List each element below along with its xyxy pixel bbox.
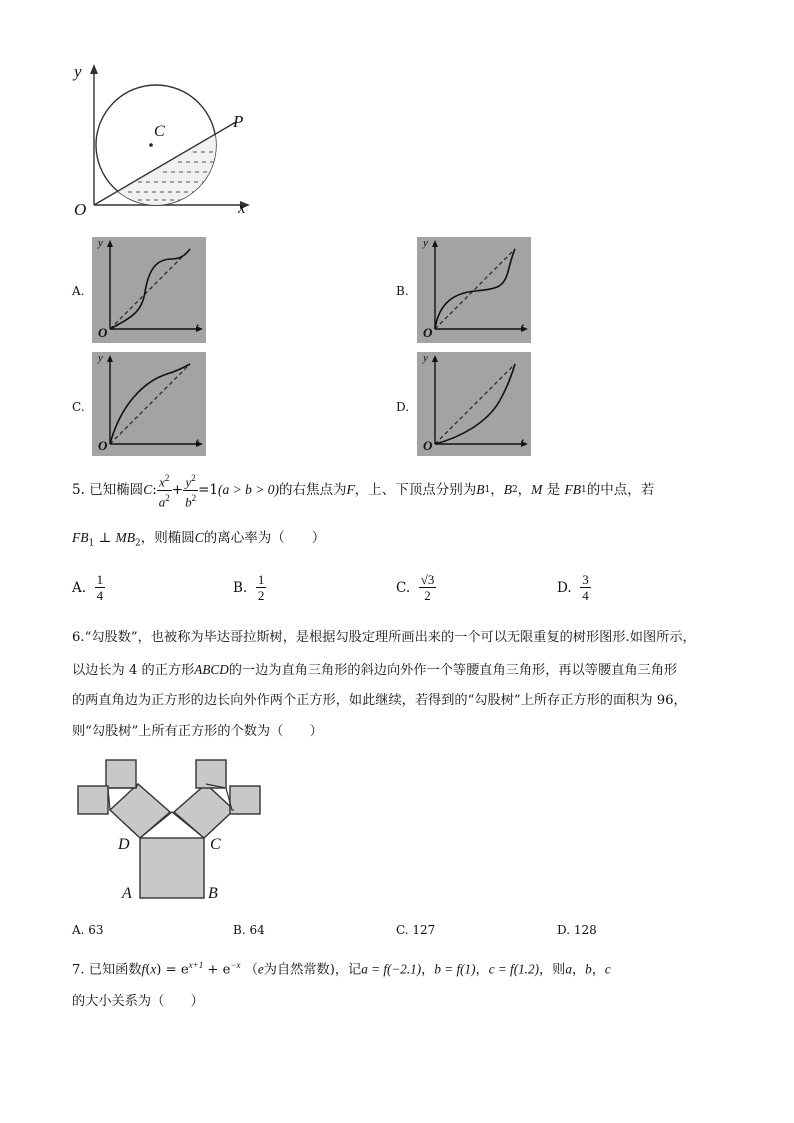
- question-7-line-2: 的大小关系为（ ）: [72, 994, 204, 1009]
- q5-x-sup: 2: [164, 473, 170, 484]
- q5-option-a-frac: [95, 572, 106, 603]
- graph-a-t-label: t: [196, 321, 200, 333]
- q5-line2-mb2: MB: [115, 530, 136, 545]
- q5-fb1: FB: [564, 482, 582, 497]
- q6-line2-part-c: 的一边为直角三角形的斜边向外作一个等腰直角三角形，再以等腰直角三角形: [228, 663, 678, 678]
- q7-b: b: [585, 961, 592, 977]
- graph-c-y-label: y: [98, 352, 103, 364]
- q5-eq: =1: [198, 482, 218, 498]
- question-6-line-3: 的两直角边为正方形的边长向外作两个正方形，如此继续，若得到的“勾股树”上所存正方形的面积为 96，: [72, 693, 687, 708]
- q5-option-c-num: √3: [420, 572, 435, 587]
- q5-text-4: 是: [546, 482, 561, 498]
- q5-colon: :: [152, 482, 157, 498]
- q7-b-def: b = f(1): [434, 961, 476, 977]
- q7-c-def: c = f(1.2): [488, 961, 539, 977]
- q5-line2-fb1-sub: 1: [88, 538, 95, 549]
- graph-option-c: [92, 352, 206, 456]
- option-letter-b: B.: [396, 284, 409, 298]
- y-axis-label: y: [74, 62, 82, 81]
- q5-frac-y: [183, 471, 198, 509]
- q5-option-b[interactable]: [233, 572, 266, 603]
- origin-label: O: [74, 200, 87, 219]
- q5-b2: B: [503, 482, 512, 497]
- q7-text-3: 为自然常数)，记: [263, 962, 362, 978]
- q5-option-d-letter: D.: [557, 579, 572, 596]
- q7-exp-2: −x: [230, 960, 241, 970]
- tree-label-c: C: [210, 836, 221, 853]
- q5-y-sup: 2: [191, 473, 196, 484]
- q6-option-d[interactable]: D. 128: [557, 923, 597, 937]
- q5-a-sup: 2: [165, 492, 170, 503]
- option-letter-d: D.: [396, 400, 410, 414]
- q5-option-d-den: 4: [582, 588, 589, 603]
- graph-b-y-label: y: [423, 237, 428, 249]
- q5-text-3: ，上、下顶点分别为: [354, 482, 477, 498]
- center-label: C: [154, 123, 165, 140]
- x-axis-label: x: [238, 198, 246, 217]
- q5-option-c-letter: C.: [396, 579, 411, 596]
- q5-text-1: 已知椭圆: [89, 482, 144, 498]
- q7-eq: = e: [165, 962, 189, 978]
- q6-option-a[interactable]: A. 63: [72, 923, 104, 937]
- q7-f: f: [141, 961, 146, 977]
- q5-comma-2: ，: [517, 482, 532, 498]
- q5-b1-sub: 1: [484, 485, 491, 495]
- q5-ellipse-name: C: [143, 482, 153, 497]
- q5-option-d-frac: [580, 572, 591, 603]
- q7-exp-1: x+1: [188, 960, 204, 970]
- graph-c-origin-label: O: [98, 438, 108, 453]
- q5-text-6: ，则椭圆: [140, 530, 195, 546]
- q5-text-7: 的离心率为（ ）: [203, 530, 326, 546]
- tree-label-b: B: [208, 885, 218, 902]
- q5-a-var: a: [158, 493, 166, 509]
- q5-option-b-letter: B.: [233, 579, 248, 596]
- q5-option-d-num: 3: [582, 572, 589, 587]
- q5-option-c-frac: [419, 572, 437, 603]
- q5-m: M: [531, 482, 543, 497]
- graph-option-b: [417, 237, 531, 343]
- q7-e: e: [257, 961, 264, 977]
- graph-a-y-label: y: [98, 237, 103, 249]
- graph-b-origin-label: O: [423, 325, 433, 340]
- tree-label-d: D: [118, 836, 130, 853]
- q5-option-a-letter: A.: [72, 579, 87, 596]
- q5-x-var: x: [159, 474, 165, 490]
- q5-line2-mb2-sub: 2: [135, 538, 141, 549]
- tree-label-a: A: [122, 885, 132, 902]
- q5-fb1-sub: 1: [581, 485, 587, 495]
- point-p-label: P: [233, 112, 244, 131]
- q7-x: x: [150, 961, 157, 977]
- graph-a-origin-label: O: [98, 325, 108, 340]
- question-6-line-2: [72, 660, 677, 681]
- q5-option-b-frac: [256, 572, 267, 603]
- q5-text-5: 的中点，若: [586, 482, 655, 498]
- graph-d-y-label: y: [423, 352, 428, 364]
- q7-text-4: ，则: [538, 962, 566, 978]
- q7-a: a: [565, 961, 572, 977]
- pythagoras-tree-figure: [72, 752, 272, 907]
- q5-option-c-den: 2: [424, 588, 431, 603]
- q5-option-d[interactable]: [557, 572, 591, 603]
- q5-option-a[interactable]: [72, 572, 105, 603]
- circle-line-figure: [68, 60, 258, 220]
- graph-b-t-label: t: [521, 321, 525, 333]
- q5-option-a-num: 1: [96, 572, 104, 587]
- q5-text-2: 的右焦点为: [278, 482, 347, 498]
- q5-option-b-den: 2: [257, 588, 265, 603]
- graph-option-a: [92, 237, 206, 343]
- q6-option-c[interactable]: C. 127: [396, 923, 436, 937]
- q5-comma: ，: [490, 482, 504, 498]
- q6-line2-part-a: 以边长为 4 的正方形: [72, 663, 195, 678]
- graph-d-t-label: t: [521, 436, 525, 448]
- question-5-line-1: 5. 已知椭圆 C : $\frac{x^2}{a^2}$ + $\frac{y^2}{b^2}$ =1 (a > b > 0) 的右焦点为 F ，上、下顶点分别为 B 1 ， B 2 ， M 是 FB 1 的中点，若: [72, 473, 655, 509]
- question-6-line-4: 则“勾股树”上所有正方形的个数为（ ）: [72, 724, 323, 739]
- graph-c-t-label: t: [196, 436, 200, 448]
- q5-perp: ⊥: [94, 530, 116, 546]
- q7-text-2: （: [244, 962, 258, 978]
- q6-option-b[interactable]: B. 64: [233, 923, 265, 937]
- q6-square-name: ABCD: [194, 662, 229, 677]
- q7-c: c: [604, 961, 611, 977]
- q5-ellipse-name-2: C: [194, 530, 204, 545]
- q5-option-b-num: 1: [257, 572, 265, 587]
- question-5-line-2: [72, 528, 325, 554]
- q5-focus: F: [346, 482, 355, 497]
- q5-y-var: y: [185, 474, 192, 490]
- q5-option-c[interactable]: [396, 572, 436, 603]
- option-letter-a: A.: [72, 284, 85, 298]
- q5-number: 5.: [72, 482, 85, 498]
- graph-d-origin-label: O: [423, 438, 433, 453]
- q5-b1: B: [476, 482, 485, 497]
- q7-a-def: a = f(−2.1): [361, 961, 422, 977]
- q5-option-a-den: 4: [96, 588, 104, 603]
- q5-b2-sub: 2: [511, 485, 518, 495]
- q5-line2-fb1: FB: [72, 530, 89, 545]
- q5-frac-x: [157, 471, 172, 509]
- q5-condition: (a > b > 0): [217, 482, 279, 497]
- q7-number: 7.: [72, 962, 85, 978]
- q7-text-1: 已知函数: [88, 962, 142, 978]
- option-letter-c: C.: [72, 400, 85, 414]
- question-7-line-1: 7. 已知函数$f(x) = e^{x+1} + e^{-x}$ （e为自然常数)，记a = f(−2.1)，b = f(1)，c = f(1.2)，则a，b，c: [72, 960, 611, 978]
- q7-plus: + e: [207, 962, 231, 978]
- q5-b-var: b: [185, 493, 192, 509]
- graph-option-d: [417, 352, 531, 456]
- q5-b-sup: 2: [191, 492, 197, 503]
- question-6-line-1: 6.“勾股数”，也被称为毕达哥拉斯树，是根据勾股定理所画出来的一个可以无限重复的树形图形.如图所示，: [72, 630, 696, 645]
